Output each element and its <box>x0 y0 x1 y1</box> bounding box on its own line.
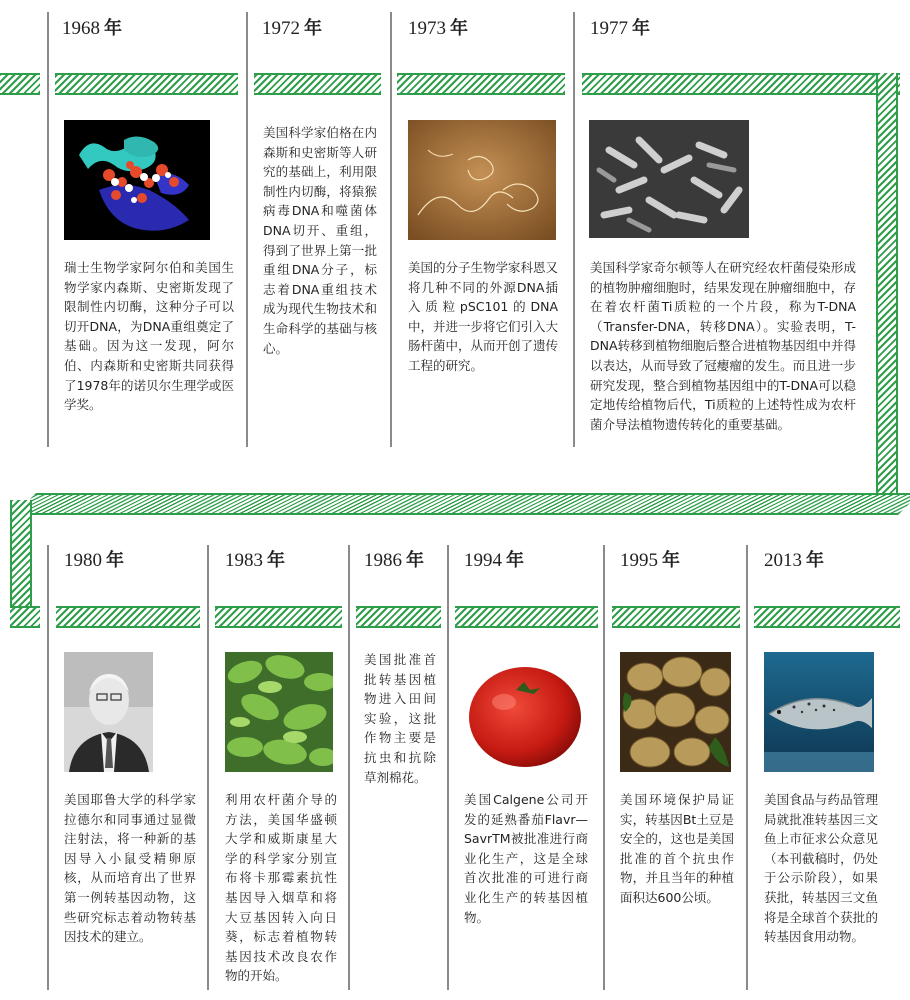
event-description: 美国食品与药品管理局就批准转基因三文鱼上市征求公众意见（本刊截稿时，仍处于公示阶段），如果获批，转基因三文鱼将是全球首个获批的转基因食用动物。 <box>764 792 878 945</box>
year-unit: 年 <box>806 550 824 571</box>
event-description: 美国Calgene公司开发的延熟番茄Flavr—SavrTM被批准进行商业化生产，这是全球首次批准的可进行商业化生产的转基因植物。 <box>464 792 588 925</box>
year-heading <box>225 546 285 572</box>
scientist-portrait-image <box>64 652 153 772</box>
timeline-band-bottom <box>612 606 740 628</box>
timeline-band-bottom <box>455 606 598 628</box>
year-heading <box>64 546 124 572</box>
timeline-band-bottom <box>56 606 200 628</box>
year-heading <box>262 14 322 40</box>
year-number: 1980 <box>64 550 102 571</box>
year-number: 1986 <box>364 550 402 571</box>
event-description: 美国耶鲁大学的科学家拉德尔和同事通过显微注射法，将一种新的基因导入小鼠受精卵原核，从而培育出了世界第一例转基因动物，这些研究标志着动物转基因技术的建立。 <box>64 792 196 945</box>
timeline-band-top <box>397 73 565 95</box>
event-description: 瑞士生物学家阿尔伯和美国生物学家内森斯、史密斯发现了限制性内切酶，这种分子可以切开DNA，为DNA重组奠定了基础。因为这一发现，阿尔伯、内森斯和史密斯共同获得了1978年的诺贝尔生理学或医学奖。 <box>64 260 234 413</box>
event-description: 美国科学家伯格在内森斯和史密斯等人研究的基础上，利用限制性内切酶，将猿猴病毒DNA和噬菌体DNA切开、重组，得到了世界上第一批重组DNA分子，标志着DNA重组技术成为现代生物技术和生命科学的基础与核心。 <box>263 125 377 356</box>
event-description: 美国环境保护局证实，转基因Bt土豆是安全的，这也是美国批准的首个抗虫作物，并且当年的种植面积达600公顷。 <box>620 792 734 905</box>
potatoes-image <box>620 652 731 772</box>
year-unit: 年 <box>632 18 650 39</box>
divider-line <box>573 12 575 447</box>
divider-line <box>246 12 248 447</box>
year-number: 1995 <box>620 550 658 571</box>
year-number: 1972 <box>262 18 300 39</box>
year-unit: 年 <box>267 550 285 571</box>
divider-line <box>390 12 392 447</box>
year-heading <box>764 546 824 572</box>
year-unit: 年 <box>106 550 124 571</box>
year-number: 1977 <box>590 18 628 39</box>
year-heading <box>620 546 680 572</box>
year-number: 1973 <box>408 18 446 39</box>
event-description: 利用农杆菌介导的方法，美国华盛顿大学和威斯康星大学的科学家分别宣布将卡那霉素抗性基因导入烟草和将大豆基因转入向日葵，标志着植物转基因技术改良农作物的开始。 <box>225 792 337 984</box>
timeline-band-bottom <box>10 606 40 628</box>
year-number: 2013 <box>764 550 802 571</box>
timeline-band-top <box>55 73 238 95</box>
year-number: 1983 <box>225 550 263 571</box>
event-description: 美国科学家奇尔顿等人在研究经农杆菌侵染形成的植物肿瘤细胞时，结果发现在肿瘤细胞中，存在着农杆菌Ti质粒的一个片段，称为T-DNA（Transfer-DNA，转移DNA）。实验表明，T-DNA转移到植物细胞后整合进植物基因组中并得以表达，从而导致了冠瘿瘤的发生。而且进一步研究发现，整合到植物基因组中的T-DNA可以稳定地传给植物后代，Ti质粒的上述特性成为农杆菌介导法植物遗传转化的重要基础。 <box>590 260 856 432</box>
timeline-band-top <box>254 73 381 95</box>
year-number: 1994 <box>464 550 502 571</box>
year-unit: 年 <box>304 18 322 39</box>
timeline-band-right <box>876 73 898 503</box>
divider-line <box>603 545 605 990</box>
event-description: 美国批准首批转基因植物进入田间实验，这批作物主要是抗虫和抗除草剂棉花。 <box>364 652 436 785</box>
divider-line <box>207 545 209 990</box>
tobacco-plants-image <box>225 652 333 772</box>
timeline-band-top <box>582 73 900 95</box>
divider-line <box>447 545 449 990</box>
year-unit: 年 <box>450 18 468 39</box>
divider-line <box>47 12 49 447</box>
year-unit: 年 <box>506 550 524 571</box>
salmon-image <box>764 652 874 772</box>
tomato-image <box>464 652 586 772</box>
year-heading <box>590 14 650 40</box>
year-unit: 年 <box>104 18 122 39</box>
event-description: 美国的分子生物学家科恩又将几种不同的外源DNA插入质粒pSC101的DNA中，并进一步将它们引入大肠杆菌中，从而开创了遗传工程的研究。 <box>408 260 559 373</box>
timeline-band-bottom <box>356 606 441 628</box>
year-heading <box>464 546 524 572</box>
timeline-band-bottom <box>754 606 900 628</box>
timeline-band-top <box>0 73 40 95</box>
dna-micrograph-image <box>408 120 556 240</box>
protein-structure-image <box>64 120 210 240</box>
year-unit: 年 <box>662 550 680 571</box>
year-heading <box>408 14 468 40</box>
timeline-band-bottom <box>215 606 342 628</box>
divider-line <box>348 545 350 990</box>
year-unit: 年 <box>406 550 424 571</box>
timeline-band-middle <box>14 493 910 515</box>
bacteria-micrograph-image <box>589 120 749 238</box>
divider-line <box>746 545 748 990</box>
year-heading <box>62 14 122 40</box>
year-heading <box>364 546 424 572</box>
divider-line <box>47 545 49 990</box>
year-number: 1968 <box>62 18 100 39</box>
